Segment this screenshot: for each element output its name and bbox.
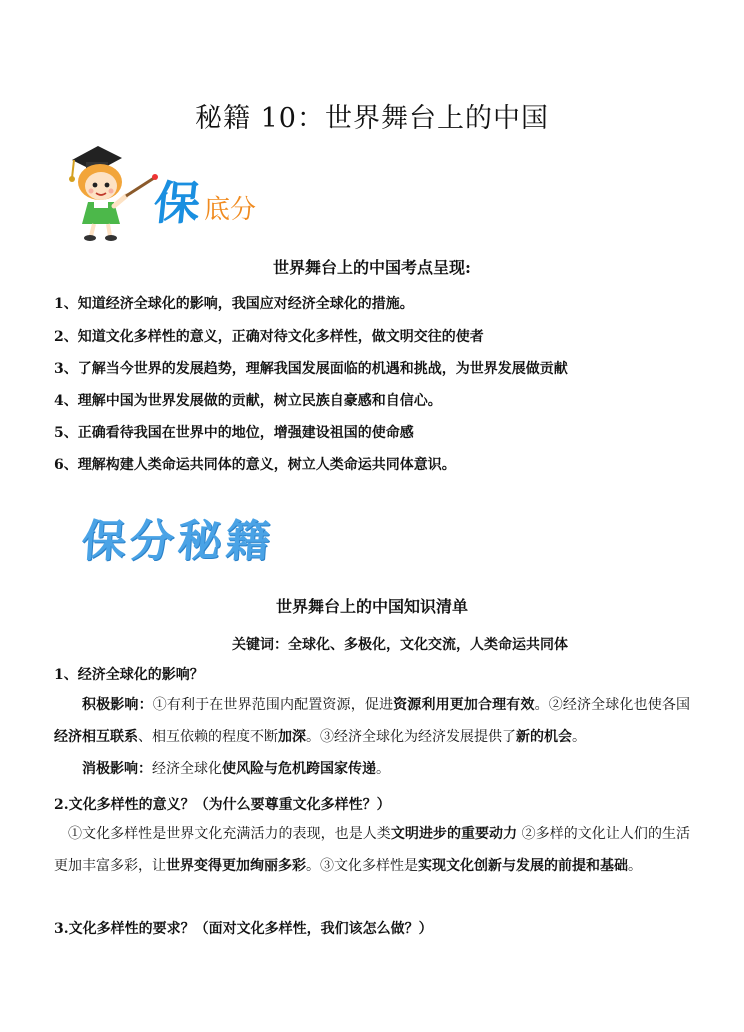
question-2-title: 2.文化多样性的意义？（为什么要尊重文化多样性？） — [54, 797, 391, 813]
text-span: 经济相互联系 — [54, 729, 138, 745]
text-span: 。③文化多样性是 — [306, 858, 418, 874]
mascot-illustration — [64, 138, 164, 242]
text-span: 新的机会 — [516, 729, 572, 745]
text-span: 实现文化创新与发展的前提和基础 — [418, 858, 628, 874]
q2-answer — [54, 818, 690, 882]
q1-answer — [54, 689, 690, 785]
exam-points-heading: 世界舞台上的中国考点呈现: — [273, 258, 471, 277]
exam-point: 3、了解当今世界的发展趋势，理解我国发展面临的机遇和挑战，为世界发展做贡献 — [54, 361, 568, 377]
text-span: 。 — [572, 729, 586, 745]
positive-label: 积极影响： — [82, 697, 153, 713]
exam-point: 5、正确看待我国在世界中的地位，增强建设祖国的使命感 — [54, 425, 414, 441]
text-span: 。②经济全球化也使各国 — [534, 697, 691, 713]
text-span: 资源利用更加合理有效 — [393, 697, 535, 713]
text-span: 。 — [628, 858, 642, 874]
knowledge-heading: 世界舞台上的中国知识清单 — [275, 597, 468, 616]
text-span: 文明进步的重要动力 — [390, 826, 518, 842]
baofen-miji-banner: 保分秘籍 — [79, 516, 276, 567]
text-span: ②多样的文化让人们的生活更加丰富多彩，让 — [54, 826, 691, 874]
question-1-title: 1、经济全球化的影响？ — [54, 667, 204, 683]
text-span: ①文化多样性是世界文化充满活力的表现，也是人类 — [68, 826, 391, 842]
exam-point: 4、理解中国为世界发展做的贡献，树立民族自豪感和自信心。 — [54, 393, 442, 409]
text-span: 世界变得更加绚丽多彩 — [166, 858, 306, 874]
exam-point: 2、知道文化多样性的意义，正确对待文化多样性，做文明交往的使者 — [54, 329, 484, 345]
text-span: 加深 — [278, 729, 306, 745]
exam-point: 1、知道经济全球化的影响，我国应对经济全球化的措施。 — [54, 296, 414, 312]
question-3-title: 3.文化多样性的要求？（面对文化多样性，我们该怎么做？） — [54, 921, 433, 937]
badge-small-text: 底分 — [204, 195, 257, 225]
text-span: 经济全球化 — [152, 761, 222, 777]
exam-point: 6、理解构建人类命运共同体的意义，树立人类命运共同体意识。 — [54, 457, 456, 473]
keywords-line: 关键词：全球化、多极化，文化交流，人类命运共同体 — [232, 637, 568, 653]
negative-label: 消极影响： — [82, 761, 152, 777]
text-span: 。③经济全球化为经济发展提供了 — [306, 729, 516, 745]
text-span: 使风险与危机跨国家传递 — [222, 761, 376, 777]
page-title: 秘籍 10：世界舞台上的中国 — [195, 103, 549, 134]
text-span: 、相互依赖的程度不断 — [138, 729, 278, 745]
text-span: ①有利于在世界范围内配置资源，促进 — [152, 697, 394, 713]
badge-big-char: 保 — [151, 176, 203, 230]
baodifen-badge — [151, 166, 257, 230]
text-span: 。 — [376, 761, 390, 777]
